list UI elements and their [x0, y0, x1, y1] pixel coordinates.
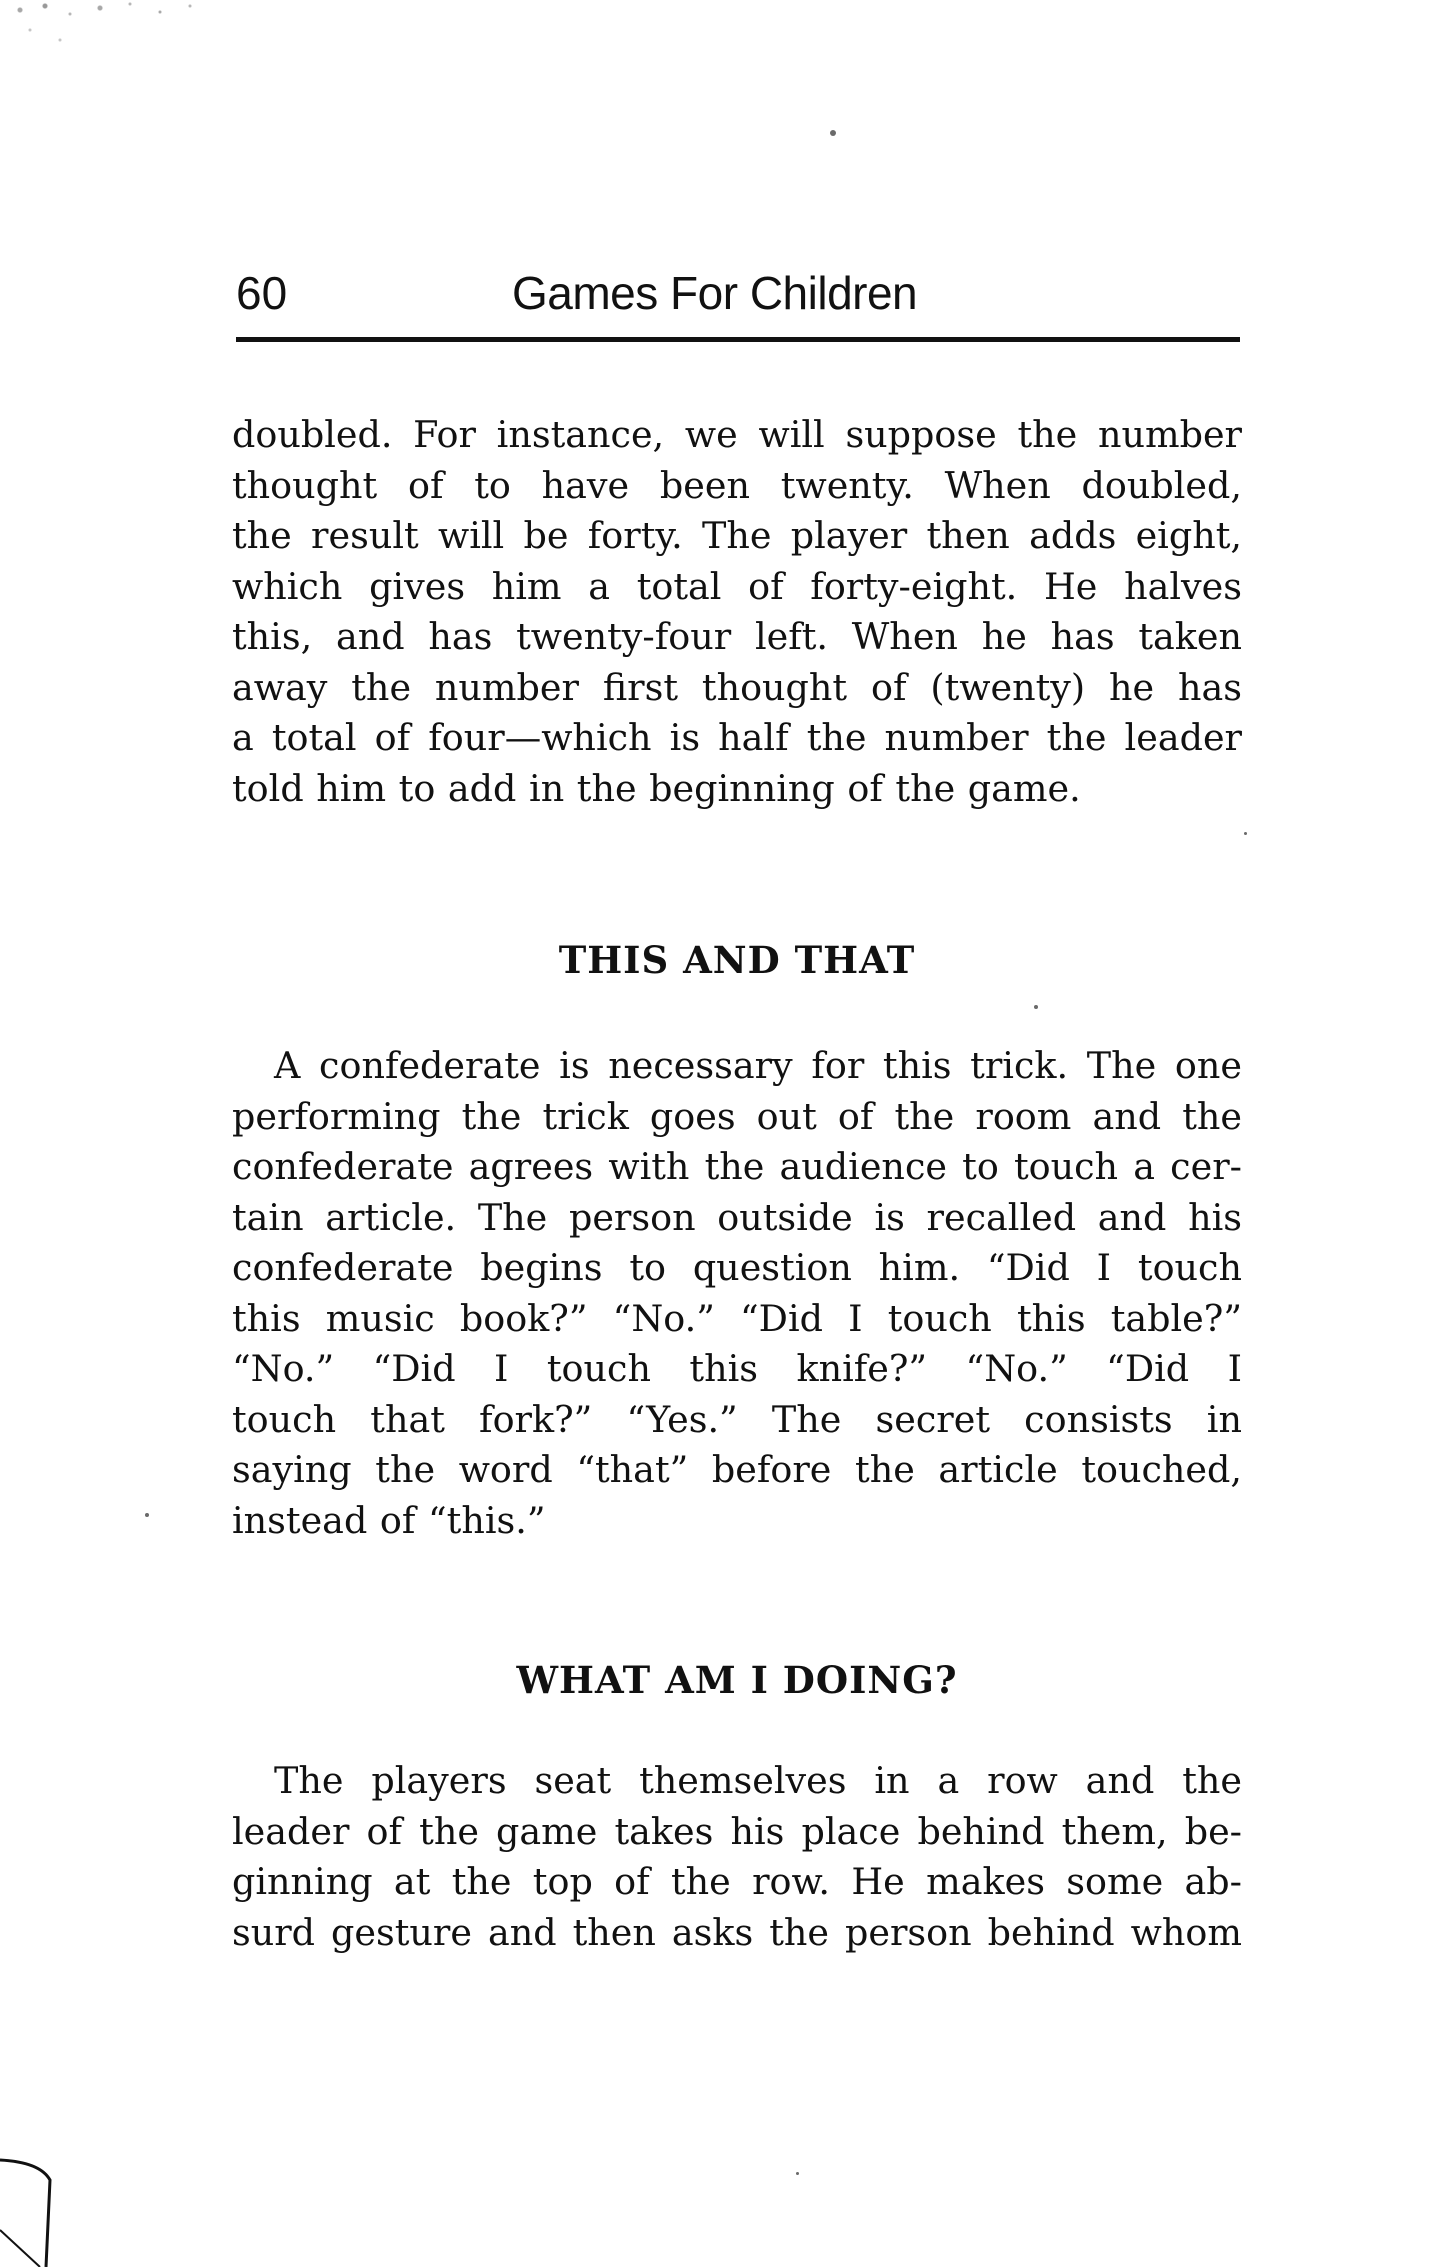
scan-edge-mark [0, 2150, 70, 2267]
header-rule [236, 337, 1240, 342]
text-line: confederate agrees with the audience to touch a cer- [232, 1145, 1242, 1188]
scan-speck [796, 2172, 799, 2175]
scan-speck [1034, 1005, 1038, 1009]
scan-speck [1244, 832, 1247, 835]
text-line: this, and has twenty-four left. When he has taken [232, 615, 1242, 658]
text-line: saying the word “that” before the article touched, [232, 1448, 1242, 1491]
text-line: “No.” “Did I touch this knife?” “No.” “Did I [232, 1347, 1242, 1390]
text-line: told him to add in the beginning of the game. [232, 766, 1081, 810]
scan-speck [830, 130, 836, 136]
section-heading-what-am-i-doing: WHAT AM I DOING? [516, 1658, 958, 1702]
text-line: confederate begins to question him. “Did I touch [232, 1246, 1242, 1289]
text-line: A confederate is necessary for this trick. The one [274, 1044, 1242, 1087]
text-line: thought of to have been twenty. When doubled, [232, 463, 1242, 507]
text-line: a total of four—which is half the number the leader [232, 716, 1242, 759]
scan-corner-noise [0, 0, 240, 60]
continued-paragraph [232, 410, 1242, 814]
text-line: performing the trick goes out of the room and the [232, 1094, 1242, 1138]
text-line: tain article. The person outside is recalled and his [232, 1195, 1242, 1239]
text-line: doubled. For instance, we will suppose the number [232, 413, 1242, 456]
running-head [236, 262, 1240, 332]
section-heading-this-and-that: THIS AND THAT [558, 938, 916, 982]
text-line: ginning at the top of the row. He makes some ab- [232, 1860, 1242, 1903]
text-line: touch that fork?” “Yes.” The secret consists in [232, 1397, 1242, 1441]
text-line: The players seat themselves in a row and the [274, 1759, 1242, 1802]
text-line: away the number first thought of (twenty) he has [232, 665, 1242, 709]
text-line: instead of “this.” [232, 1498, 546, 1542]
text-line: which gives him a total of forty-eight. He halves [232, 564, 1242, 608]
page-number: 60 [236, 267, 288, 319]
running-title: Games For Children [512, 267, 918, 319]
paragraph-what-am-i-doing [232, 1756, 1242, 1958]
paragraph-this-and-that [232, 1041, 1242, 1546]
text-line: surd gesture and then asks the person behind whom [232, 1910, 1242, 1954]
text-line: this music book?” “No.” “Did I touch this table?” [232, 1296, 1242, 1340]
text-line: the result will be forty. The player then adds eight, [232, 514, 1242, 557]
scan-speck [145, 1513, 149, 1517]
text-line: leader of the game takes his place behind them, be- [232, 1809, 1242, 1853]
